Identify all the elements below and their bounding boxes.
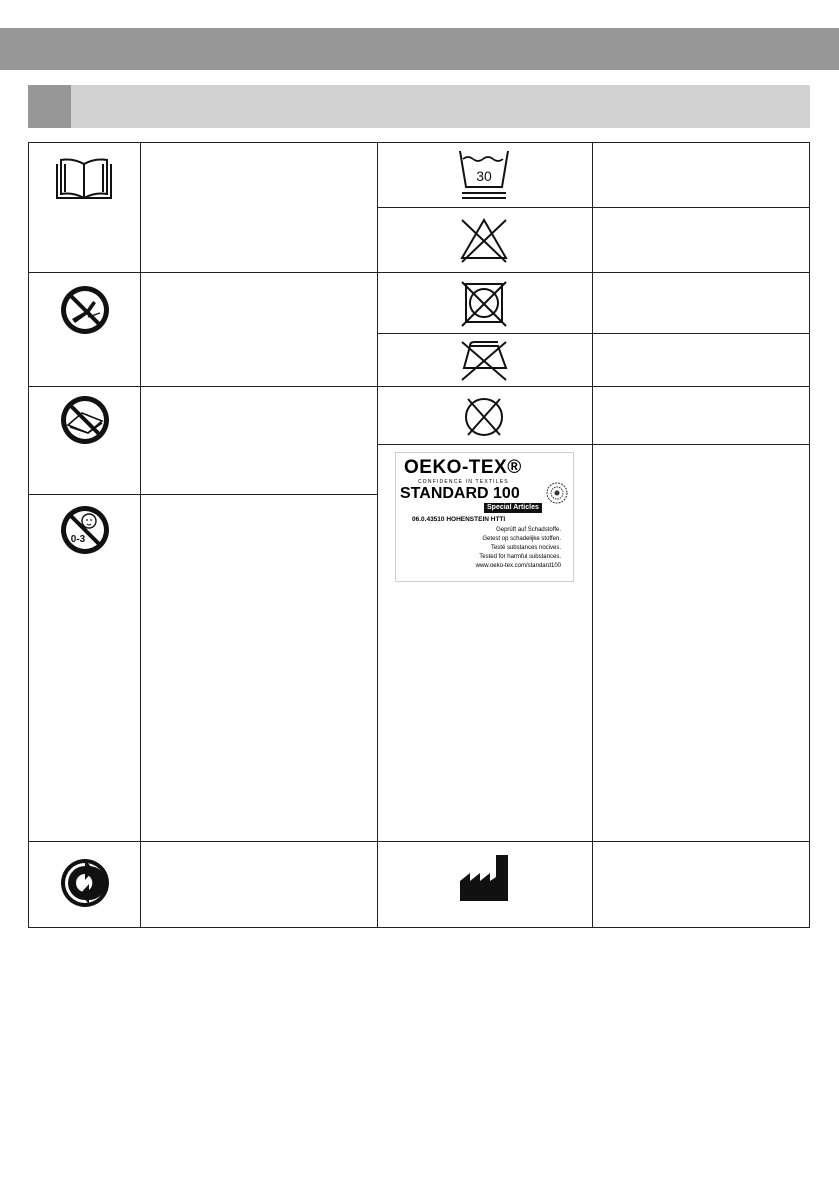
column-divider	[592, 142, 593, 928]
oeko-tex-line-fr: Testé substances nocives.	[490, 545, 561, 551]
wash-temperature-label: 30	[476, 168, 492, 184]
oeko-tex-flower-icon	[545, 481, 569, 510]
no-tumble-dry-icon	[448, 276, 520, 332]
oeko-tex-label	[395, 452, 574, 582]
column-divider	[140, 142, 141, 928]
open-book-icon	[48, 152, 120, 204]
section-header	[28, 85, 810, 128]
row-divider	[377, 386, 810, 387]
no-iron-icon	[448, 336, 520, 384]
no-fold-icon	[52, 392, 118, 448]
symbols-table	[28, 142, 810, 928]
section-number-block	[28, 85, 71, 128]
oeko-tex-certificate: 06.0.43510 HOHENSTEIN HTTI	[412, 516, 506, 523]
table-border-left	[28, 142, 29, 928]
no-dry-clean-icon	[448, 392, 520, 442]
row-divider	[28, 386, 378, 387]
oeko-tex-category: Special Articles	[484, 503, 542, 513]
row-divider	[28, 841, 810, 842]
factory-manufacturer-icon	[448, 848, 520, 906]
table-border-bottom	[28, 927, 810, 928]
oeko-tex-line-en: Tested for harmful substances.	[479, 554, 561, 560]
row-divider	[28, 494, 378, 495]
oeko-tex-line-nl: Getest op schadelijke stoffen.	[482, 536, 561, 542]
row-divider	[377, 272, 810, 273]
oeko-tex-brand: OEKO-TEX®	[404, 457, 522, 478]
wash-30-icon	[448, 146, 520, 204]
not-for-children-0-3-icon	[52, 502, 118, 558]
no-sharp-objects-icon	[52, 282, 118, 338]
column-divider	[377, 142, 378, 928]
oeko-tex-url: www.oeko-tex.com/standard100	[475, 563, 561, 569]
oeko-tex-line-de: Geprüft auf Schadstoffe.	[496, 527, 561, 533]
page-top-bar	[0, 28, 839, 70]
oeko-tex-standard: STANDARD 100	[400, 485, 520, 502]
row-divider	[377, 333, 810, 334]
table-border-right	[809, 142, 810, 928]
green-dot-recycling-icon	[52, 850, 118, 916]
row-divider	[28, 272, 378, 273]
oeko-tex-tagline: CONFIDENCE IN TEXTILES	[418, 479, 509, 485]
row-divider	[377, 444, 810, 445]
no-bleach-icon	[448, 212, 520, 268]
table-border-top	[28, 142, 810, 143]
row-divider	[377, 207, 810, 208]
child-age-label: 0-3	[70, 534, 86, 545]
